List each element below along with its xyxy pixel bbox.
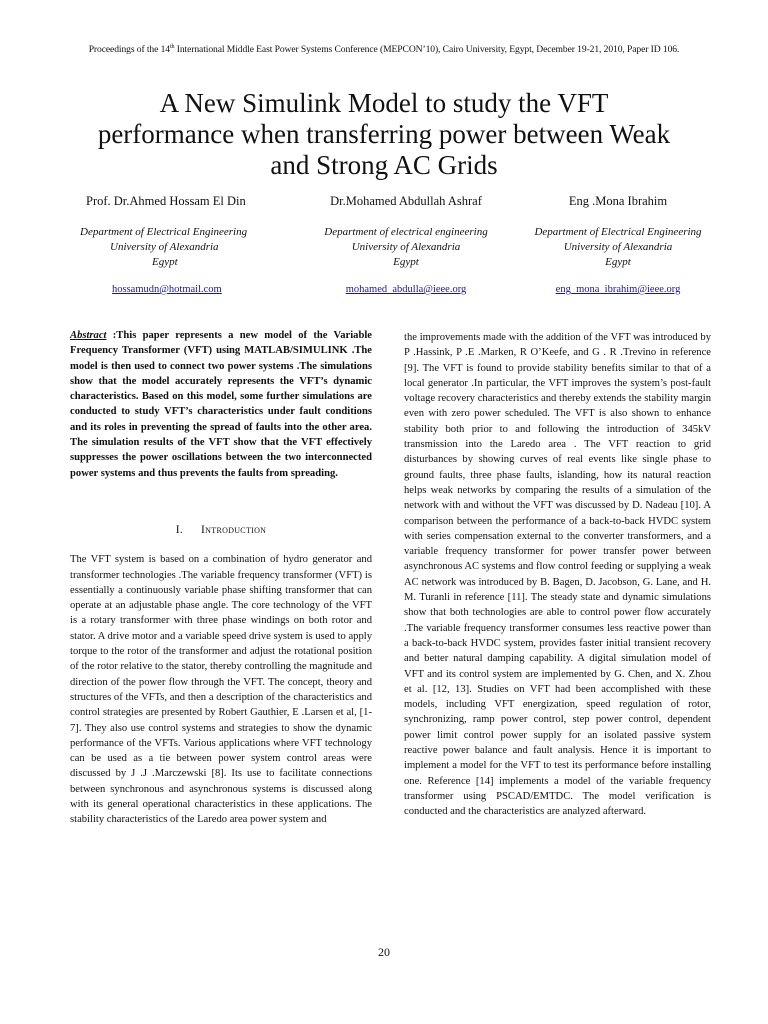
proceedings-header [0,44,768,55]
author-country: Egypt [393,256,419,268]
author-email-link[interactable]: eng_mona_ibrahim@ieee.org [555,284,681,295]
author-2 [300,194,512,295]
author-1 [74,194,304,295]
header-text-pre: Proceedings of the 14 [88,44,170,56]
author-name: Dr.Mohamed Abdullah Ashraf [330,194,482,208]
author-dept: Department of Electrical Engineering [534,226,702,238]
abstract-label: Abstract [70,330,107,341]
author-3 [518,194,718,295]
author-block [0,194,768,304]
author-country: Egypt [152,256,178,268]
author-univ: University of Alexandria [110,241,219,253]
left-column [70,328,372,828]
paper-title: A New Simulink Model to study the VFT performance when transferring power between Weak and Strong AC Grids [97,88,671,180]
author-univ: University of Alexandria [351,241,461,253]
section-number: I. [175,523,184,536]
author-email-link[interactable]: mohamed_abdulla@ieee.org [345,284,467,295]
header-superscript: th [169,44,175,50]
author-email-link[interactable]: hossamudn@hotmail.com [112,284,222,295]
author-name: Eng .Mona Ibrahim [568,194,668,208]
abstract [70,328,372,481]
author-univ: University of Alexandria [563,241,673,253]
author-name: Prof. Dr.Ahmed Hossam El Din [86,194,246,208]
author-dept: Department of Electrical Engineering [80,226,248,238]
section-title: Introduction [201,523,267,536]
author-dept: Department of electrical engineering [324,226,488,238]
page-number: 20 [378,945,390,959]
section-heading [70,523,372,538]
right-column [404,330,711,820]
intro-paragraph-left: The VFT system is based on a combination of hydro generator and transformer technologies .The variable frequency transformer (VFT) is essentially a continuously variable phase shifting transformer that can operate at an adjustable phase angle. The core technology of the VFT is a rotary transformer with three phase windings on both rotor and stator. A drive motor and a variable speed drive system is used to apply torque to the rotor of the transformer and adjust the rotational position of the rotor relative to the stator, thereby controlling the magnitude and direction of the power flow through the VFT. The concept, theory and structures of the VFTs, and then a description of the characteristics and control strategies are presented by Robert Gauthier, E .Larsen et al, [1-7]. They also use control systems and strategies to show the dynamic performance of the VFTs. Various applications where VFT technology can be used as a tie between power system control areas were discussed by J .J .Marczewski [8]. Its use to facilitate connections between synchronous and asynchronous systems is discussed along with its general operational characteristics in these applications. The stability characteristics of the Laredo area power system and [70,554,372,826]
header-text-post: International Middle East Power Systems Conference (MEPCON’10), Cairo University, Egypt, December 19-21, 2010, Paper ID 106. [174,44,680,56]
abstract-text: :This paper represents a new model of the Variable Frequency Transformer (VFT) using MATLAB/SIMULINK .The model is then used to connect two power systems .The simulations show that the model accurately represents the VFT’s dynamic characteristics. Based on this model, some further simulations are conducted to study VFT’s characteristics under fault conditions and its roles in preventing the spread of faults into the other area. The simulation results of the VFT show that the VFT effectively suppresses the power oscillations between the two interconnected power systems and thus prevents the faults from spreading. [70,330,372,479]
intro-paragraph-right: the improvements made with the addition of the VFT was introduced by P .Hassink, P .E .Marken, R O’Keefe, and G . R .Trevino in reference [9]. The VFT is found to provide stability benefits similar to that of a local generator .In particular, the VFT improves the system’s post-fault voltage recovery characteristics and thereby extends the stability margin even with zero power scheduled. The VFT is also shown to enhance stability both prior to and following the introduction of 345kV transmission into the Laredo area . The VFT reaction to grid disturbances by showing curves of real events like single phase to ground faults, three phase faults, islanding, how its natural reaction helps weak networks by comparing the results of a simulation of the network with and without the VFT was discussed by D. Nadeau [10]. A comparison between the performance of a back-to-back HVDC system with series compensation external to the converter transformers, and a variable frequency transformer for power transfer power between asynchronous AC systems and flow control feeding or supplying a weak AC network was introduced by B. Bagen, D. Jacobson, G. Lane, and H. M. Turanli in reference [11]. The steady state and dynamic simulations show that both technologies are able to control power flow accurately .The variable frequency transformer consumes less reactive power than a back-to-back HVDC system, provides faster initial transient recovery and better natural damping capability. A digital simulation model of VFT and its control system are implemented by G. Chen, and X. Zhou et al. [12, 13]. Studies on VFT had been accomplished with these models, including VFT energization, speed regulation of rotor, synchronizing, ramp power control, step power control, dependent power limit control power supply for an isolated passive system reactive power balance and fault analysis. Hence it is important to implement a model for the VFT to test its performance before installing one. Reference [14] implements a model of the variable frequency transformer using PSCAD/EMTDC. The model verification is conducted and the characteristics are analyzed afterward. [404,332,711,818]
author-country: Egypt [605,256,631,268]
